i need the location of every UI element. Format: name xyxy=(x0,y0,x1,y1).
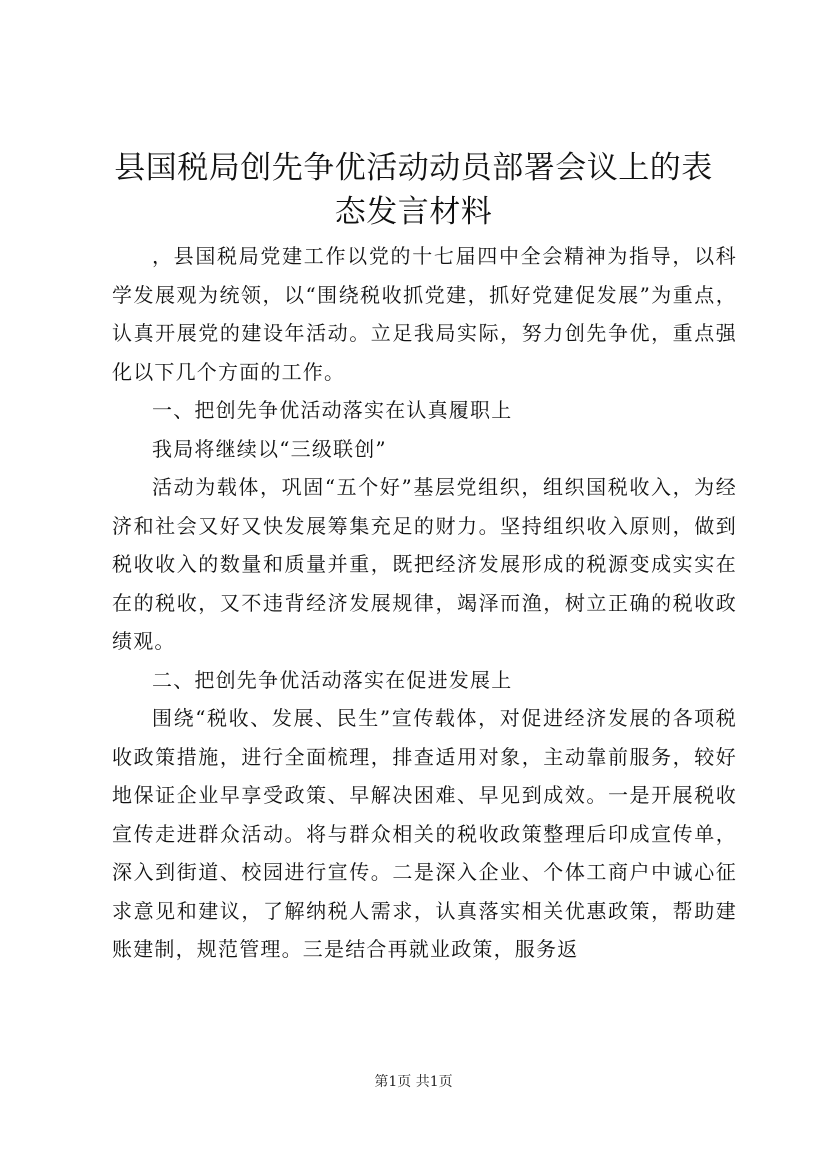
section-heading-1: 一、把创先争优活动落实在认真履职上 xyxy=(152,398,513,422)
document-title: 县国税局创先争优活动动员部署会议上的表态发言材料 xyxy=(114,150,713,230)
section-2-paragraph: 围绕“税收、发展、民生”宣传载体，对促进经济发展的各项税收政策措施，进行全面梳理，排查适用对象，主动靠前服务，较好地保证企业早享受政策、早解决困难、早见到成效。一是开展税收宣传走进群众活动。将与群众相关的税收政策整理后印成宣传单，深入到街道、校园进行宣传。二是深入企业、个体工商户中诚心征求意见和建议，了解纳税人需求，认真落实相关优惠政策，帮助建账建制，规范管理。三是结合再就业政策，服务返 xyxy=(112,706,737,961)
intro-paragraph: ，县国税局党建工作以党的十七届四中全会精神为指导，以科学发展观为统领，以“围绕税收抓党建，抓好党建促发展”为重点，认真开展党的建设年活动。立足我局实际，努力创先争优，重点强化以下几个方面的工作。 xyxy=(112,244,737,384)
section-1-lead-line: 我局将继续以“三级联创” xyxy=(152,436,387,461)
section-heading-2: 二、把创先争优活动落实在促进发展上 xyxy=(152,667,513,692)
section-1-paragraph: 活动为载体，巩固“五个好”基层党组织，组织国税收入，为经济和社会又好又快发展筹集充足的财力。坚持组织收入原则，做到税收收入的数量和质量并重，既把经济发展形成的税源变成实实在在的税收，又不违背经济发展规律，竭泽而渔，树立正确的税收政绩观。 xyxy=(112,475,737,653)
document-body xyxy=(112,237,737,969)
page-number-footer: 第1页 共1页 xyxy=(374,1074,453,1090)
